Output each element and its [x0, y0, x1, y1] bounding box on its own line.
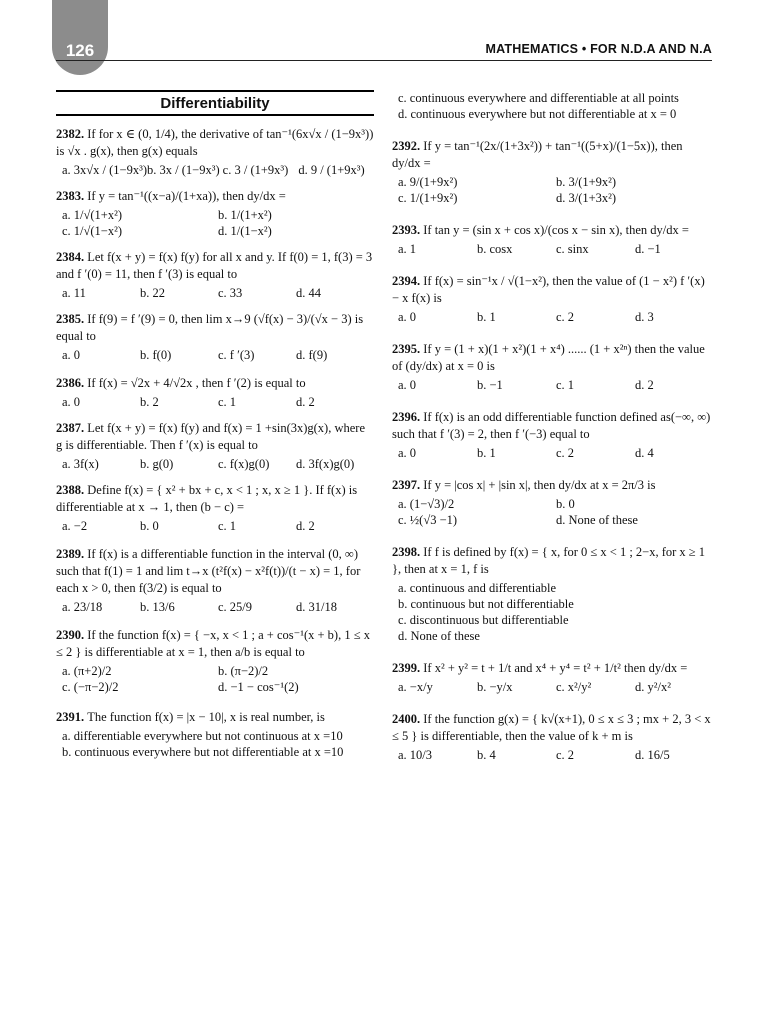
question-item — [392, 544, 714, 644]
answer-option: a. differentiable everywhere but not continuous at x =10 — [62, 729, 343, 743]
answer-option: a. 1/√(1+x²) — [62, 208, 123, 222]
answer-option: b. cosx — [477, 242, 513, 256]
answer-option: c. 2 — [556, 748, 575, 762]
question-stem: If for x ∈ (0, 1/4), the derivative of tan⁻¹(6x√x / (1−9x³)) is √x . g(x), then g(x) equals — [56, 127, 374, 158]
answer-option: d. None of these — [398, 629, 480, 643]
answer-option: c. 1 — [218, 395, 237, 409]
question-item — [56, 188, 374, 239]
question-stem: If y = |cos x| + |sin x|, then dy/dx at x = 2π/3 is — [423, 478, 656, 492]
question-item — [392, 90, 714, 122]
page-number: 126 — [65, 41, 95, 60]
answer-option: c. 1 — [556, 378, 575, 392]
answer-options — [392, 747, 714, 763]
answer-option: b. continuous but not differentiable — [398, 597, 574, 611]
question-item — [392, 711, 714, 763]
answer-option: a. 0 — [62, 395, 81, 409]
header-rule — [56, 60, 712, 61]
answer-option: a. 0 — [398, 378, 417, 392]
question-number: 2382. — [56, 127, 88, 141]
answer-options — [392, 309, 714, 325]
question-number: 2398. — [392, 545, 424, 559]
question-stem-line — [392, 477, 714, 494]
question-stem: If f(x) = sin⁻¹x / √(1−x²), then the value of (1 − x²) f ′(x) − x f(x) is — [392, 274, 705, 305]
question-number: 2387. — [56, 421, 88, 435]
answer-options — [392, 580, 714, 644]
answer-option: d. f(9) — [296, 348, 328, 362]
question-item — [56, 375, 374, 410]
answer-options — [56, 207, 374, 239]
left-question-list — [56, 126, 374, 760]
question-item — [56, 709, 374, 760]
question-item — [56, 482, 374, 534]
answer-option: c. f(x)g(0) — [218, 457, 270, 471]
answer-options — [392, 445, 714, 461]
question-stem: If y = tan⁻¹(2x/(1+3x²)) + tan⁻¹((5+x)/(1−5x)), then dy/dx = — [392, 139, 683, 170]
question-number: 2399. — [392, 661, 424, 675]
question-stem-line — [392, 409, 714, 443]
question-item — [392, 273, 714, 325]
question-number: 2397. — [392, 478, 424, 492]
answer-option: c. 33 — [218, 286, 243, 300]
question-stem: Let f(x + y) = f(x) f(y) for all x and y. If f(0) = 1, f(3) = 3 and f ′(0) = 11, then f ′(3) is equal to — [56, 250, 373, 281]
question-item — [56, 126, 374, 178]
answer-option: b. 3/(1+9x²) — [556, 175, 617, 189]
answer-options — [56, 347, 374, 363]
question-item — [392, 477, 714, 528]
question-stem-line — [56, 546, 374, 597]
answer-option: c. ½(√3 −1) — [398, 513, 458, 527]
answer-option: b. 22 — [140, 286, 165, 300]
answer-option: d. 16/5 — [635, 748, 670, 762]
answer-option: c. discontinuous but differentiable — [398, 613, 569, 627]
question-stem: The function f(x) = |x − 10|, x is real number, is — [87, 710, 325, 724]
answer-options — [56, 599, 374, 615]
section-title: Differentiability — [56, 90, 374, 116]
question-stem-line — [392, 711, 714, 745]
answer-option: d. −1 − cos⁻¹(2) — [218, 680, 299, 694]
right-column — [392, 88, 714, 771]
question-item — [392, 409, 714, 461]
answer-option: b. 0 — [140, 519, 159, 533]
question-stem: If tan y = (sin x + cos x)/(cos x − sin x), then dy/dx = — [423, 223, 689, 237]
question-stem-line — [392, 138, 714, 172]
answer-options — [56, 285, 374, 301]
answer-option: a. 3f(x) — [62, 457, 99, 471]
answer-option: b. −1 — [477, 378, 503, 392]
answer-option: b. f(0) — [140, 348, 172, 362]
answer-option: c. sinx — [556, 242, 589, 256]
question-stem: If f is defined by f(x) = { x, for 0 ≤ x < 1 ; 2−x, for x ≥ 1 }, then at x = 1, f is — [392, 545, 706, 576]
question-stem-line — [56, 249, 374, 283]
question-stem: If the function g(x) = { k√(x+1), 0 ≤ x ≤ 3 ; mx + 2, 3 < x ≤ 5 } is differentiable, then the value of k + m is — [392, 712, 711, 743]
question-number: 2391. — [56, 710, 88, 724]
answer-option: b. 1 — [477, 310, 496, 324]
answer-option: a. 0 — [398, 446, 417, 460]
question-number: 2385. — [56, 312, 88, 326]
left-column — [56, 88, 374, 768]
question-number: 2392. — [392, 139, 424, 153]
answer-option: d. 3f(x)g(0) — [296, 457, 355, 471]
answer-options — [392, 377, 714, 393]
question-stem: Let f(x + y) = f(x) f(y) and f(x) = 1 +sin(3x)g(x), where g is differentiable. Then f ′(x) is equal to — [56, 421, 366, 452]
answer-option: a. 1 — [398, 242, 417, 256]
answer-option: d. 2 — [296, 519, 315, 533]
answer-options — [392, 679, 714, 695]
question-stem: If f(x) = √2x + 4/√2x , then f ′(2) is equal to — [87, 376, 306, 390]
answer-options — [392, 241, 714, 257]
answer-option: b. 1 — [477, 446, 496, 460]
running-head: MATHEMATICS • FOR N.D.A AND N.A — [485, 42, 712, 56]
answer-options — [392, 496, 714, 528]
question-item — [392, 138, 714, 206]
answer-option: c. f ′(3) — [218, 348, 255, 362]
answer-option: a. −x/y — [398, 680, 433, 694]
answer-options — [56, 162, 374, 178]
question-stem-line — [392, 222, 714, 239]
answer-option: b. (π−2)/2 — [218, 664, 269, 678]
answer-option: b. continuous everywhere but not differentiable at x =10 — [62, 745, 344, 759]
answer-option: a. 10/3 — [398, 748, 433, 762]
question-stem: If f(x) is a differentiable function in the interval (0, ∞) such that f(1) = 1 and lim t→x (t²f(x) − x²f(t))/(t − x) = 1, for each x > 0, then f(3/2) is equal to — [56, 547, 361, 595]
answer-option: b. 3x / (1−9x³) — [147, 163, 220, 177]
answer-option: c. 2 — [556, 310, 575, 324]
question-stem: If f(x) is an odd differentiable function defined as(−∞, ∞) such that f ′(3) = 2, then f ′(−3) equal to — [392, 410, 711, 441]
question-item — [56, 627, 374, 695]
question-stem-line — [392, 660, 714, 677]
answer-option: b. −y/x — [477, 680, 513, 694]
question-number: 2384. — [56, 250, 88, 264]
answer-option: b. 1/(1+x²) — [218, 208, 272, 222]
answer-option: d. −1 — [635, 242, 661, 256]
answer-option: d. 3/(1+3x²) — [556, 191, 617, 205]
question-stem-line — [392, 273, 714, 307]
answer-option: d. 9 / (1+9x³) — [298, 163, 365, 177]
answer-options — [392, 174, 714, 206]
answer-options — [392, 90, 714, 122]
question-item — [392, 341, 714, 393]
answer-option: c. 1/(1+9x²) — [398, 191, 458, 205]
answer-option: d. 31/18 — [296, 600, 337, 614]
question-stem: If y = (1 + x)(1 + x²)(1 + x⁴) ...... (1 + x²ⁿ) then the value of (dy/dx) at x = 0 is — [392, 342, 705, 373]
question-item — [56, 420, 374, 472]
answer-option: b. 2 — [140, 395, 159, 409]
question-number: 2400. — [392, 712, 424, 726]
question-item — [392, 660, 714, 695]
question-stem-line — [56, 188, 374, 205]
answer-option: d. 1/(1−x²) — [218, 224, 272, 238]
answer-options — [56, 728, 374, 760]
question-number: 2383. — [56, 189, 88, 203]
question-stem-line — [56, 420, 374, 454]
question-number: 2389. — [56, 547, 88, 561]
question-number: 2386. — [56, 376, 88, 390]
question-item — [56, 249, 374, 301]
answer-option: a. 0 — [62, 348, 81, 362]
answer-option: d. 3 — [635, 310, 654, 324]
page-number-tab — [52, 0, 108, 75]
answer-option: a. 0 — [398, 310, 417, 324]
answer-option: c. 3 / (1+9x³) — [222, 163, 289, 177]
question-stem: If f(9) = f ′(9) = 0, then lim x→9 (√f(x) − 3)/(√x − 3) is equal to — [56, 312, 364, 343]
answer-options — [56, 518, 374, 534]
question-number: 2388. — [56, 483, 88, 497]
answer-option: d. 44 — [296, 286, 321, 300]
answer-option: c. 2 — [556, 446, 575, 460]
question-number: 2396. — [392, 410, 424, 424]
answer-option: a. 23/18 — [62, 600, 103, 614]
answer-option: b. 0 — [556, 497, 575, 511]
question-stem-line — [56, 482, 374, 516]
question-stem-line — [392, 544, 714, 578]
question-stem: If x² + y² = t + 1/t and x⁴ + y⁴ = t² + 1/t² then dy/dx = — [423, 661, 688, 675]
question-number: 2394. — [392, 274, 424, 288]
question-stem-line — [56, 311, 374, 345]
answer-option: a. 3x√x / (1−9x³) — [62, 163, 148, 177]
answer-option: a. (1−√3)/2 — [398, 497, 455, 511]
answer-option: c. continuous everywhere and differentiable at all points — [398, 91, 679, 105]
question-stem: If the function f(x) = { −x, x < 1 ; a + cos⁻¹(x + b), 1 ≤ x ≤ 2 } is differentiable at x = 1, then a/b is equal to — [56, 628, 370, 659]
answer-option: d. y²/x² — [635, 680, 671, 694]
question-item — [56, 311, 374, 363]
answer-options — [56, 456, 374, 472]
question-number: 2395. — [392, 342, 424, 356]
question-number: 2393. — [392, 223, 424, 237]
question-item — [56, 546, 374, 615]
answer-option: a. (π+2)/2 — [62, 664, 112, 678]
answer-option: d. 2 — [635, 378, 654, 392]
answer-options — [56, 663, 374, 695]
question-stem-line — [56, 709, 374, 726]
answer-option: d. None of these — [556, 513, 638, 527]
answer-option: d. 4 — [635, 446, 654, 460]
answer-option: b. 4 — [477, 748, 496, 762]
answer-option: d. continuous everywhere but not differentiable at x = 0 — [398, 107, 677, 121]
answer-option: c. 1 — [218, 519, 237, 533]
question-stem-line — [56, 375, 374, 392]
answer-option: c. (−π−2)/2 — [62, 680, 119, 694]
question-item — [392, 222, 714, 257]
answer-option: b. 13/6 — [140, 600, 175, 614]
question-stem: Define f(x) = { x² + bx + c, x < 1 ; x, x ≥ 1 }. If f(x) is differentiable at x → 1, then (b − c) = — [56, 483, 358, 514]
question-stem: If y = tan⁻¹((x−a)/(1+xa)), then dy/dx = — [87, 189, 286, 203]
answer-option: a. 11 — [62, 286, 86, 300]
question-number: 2390. — [56, 628, 88, 642]
question-stem-line — [56, 627, 374, 661]
answer-option: b. g(0) — [140, 457, 174, 471]
answer-option: c. x²/y² — [556, 680, 592, 694]
answer-option: c. 1/√(1−x²) — [62, 224, 123, 238]
question-stem-line — [56, 126, 374, 160]
answer-option: c. 25/9 — [218, 600, 253, 614]
answer-option: a. 9/(1+9x²) — [398, 175, 458, 189]
answer-option: a. −2 — [62, 519, 88, 533]
answer-options — [56, 394, 374, 410]
answer-option: a. continuous and differentiable — [398, 581, 557, 595]
answer-option: d. 2 — [296, 395, 315, 409]
right-question-list — [392, 90, 714, 763]
question-stem-line — [392, 341, 714, 375]
